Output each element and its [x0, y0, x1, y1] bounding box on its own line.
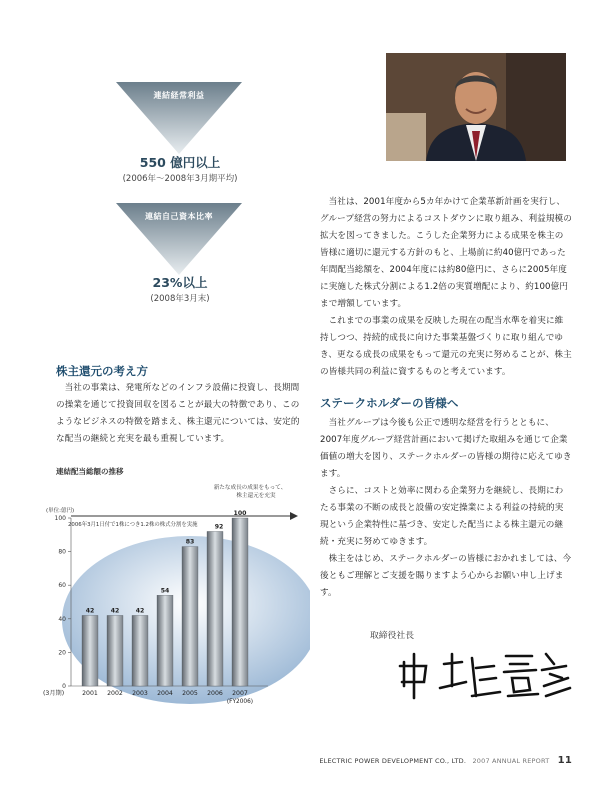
- x-tick-label: 2006: [207, 690, 223, 697]
- annotation-stock-split: 2006年3月1日付で1株につき1.2株の株式分割を実施: [68, 522, 198, 528]
- right-text-block: [320, 194, 572, 602]
- x-tick-label: 2001: [82, 690, 98, 697]
- paragraph: 当社は、2001年度から5カ年かけて企業革新計画を実行し、グループ経営の努力によるコストダウンに取り組み、利益規模の拡大を図ってきました。こうした企業努力による成果を株主の皆様に適切に還元する方針のもと、上場前に約40億円であった年間配当総額を、2004年度には約80億円に、さらに2005年度に実施した株式分割による1.2倍の実質増配により、約100億円まで増額しています。: [320, 197, 572, 309]
- page-footer: [319, 755, 572, 766]
- section-heading-stakeholders: ステークホルダーの皆様へ: [320, 396, 459, 410]
- x-tick-label: 2002: [107, 690, 123, 697]
- paragraph: これまでの事業の成果を反映した現在の配当水準を着実に維持しつつ、持続的成長に向けた事業基盤づくりに取り組んでゆき、更なる成長の成果をもって還元の充実に努めることが、株主の皆様共同の利益に資するものと考えています。: [320, 316, 572, 377]
- paragraph: 当社の事業は、発電所などのインフラ設備に投資し、長期間の操業を通じて投資回収を図ることが最大の特徴であり、このようなビジネスの特徴を踏まえ、株主還元については、安定的な配当の継続と充実を最も重視しています。: [56, 383, 300, 444]
- indicator-label: 連結経常利益: [153, 91, 205, 100]
- x-prefix-label: (3月期): [43, 690, 65, 697]
- annotation-growth-line2: 株主還元を充実: [236, 493, 276, 499]
- chart-title: 連結配当総額の推移: [56, 467, 124, 476]
- president-title: 取締役社長: [370, 631, 414, 641]
- indicator-label: 連結自己資本比率: [145, 212, 213, 221]
- footer-report: 2007 ANNUAL REPORT: [472, 757, 550, 765]
- bar-value-label: 100: [233, 510, 247, 517]
- page-number: 11: [557, 755, 572, 766]
- bar: [157, 595, 173, 686]
- portrait-image: [386, 53, 566, 161]
- y-tick-label: 0: [62, 683, 66, 690]
- y-tick-label: 40: [58, 615, 66, 623]
- indicator-equity-ratio: [116, 203, 242, 275]
- bar: [182, 547, 198, 686]
- signature-image: [396, 648, 572, 700]
- y-tick-label: 80: [58, 548, 66, 556]
- arrow-head: [290, 512, 298, 520]
- x-tick-label: 2005: [182, 690, 198, 697]
- x-tick-label: 2004: [157, 690, 173, 697]
- paragraph: さらに、コストと効率に関わる企業努力を継続し、長期にわたる事業の不断の成長と設備の安定操業による利益の持続的実現という企業特性に基づき、安定した配当による株主還元の継続・充実に努めてゆきます。: [320, 486, 564, 547]
- y-tick-label: 60: [58, 582, 66, 590]
- indicator-ordinary-income: [116, 82, 242, 154]
- president-photo: [386, 53, 566, 161]
- bar-value-label: 42: [135, 607, 145, 615]
- x-tick-label: 2003: [132, 690, 148, 697]
- bar-value-label: 42: [110, 607, 120, 615]
- bar: [232, 518, 248, 686]
- bar-value-label: 54: [160, 587, 170, 595]
- bar-value-label: 42: [85, 607, 95, 615]
- bar: [107, 615, 123, 686]
- indicator-value: 550 億円以上: [139, 155, 221, 170]
- indicator-note: (2008年3月末): [150, 294, 210, 304]
- bar: [207, 531, 223, 686]
- y-tick-label: 20: [58, 649, 66, 657]
- indicator-value: 23%以上: [152, 275, 208, 290]
- bar-value-label: 83: [185, 538, 195, 546]
- x-category-note: (FY2006): [226, 699, 254, 705]
- bar: [132, 615, 148, 686]
- bar-value-label: 92: [214, 523, 224, 531]
- section-heading-shareholder-return: 株主還元の考え方: [56, 364, 148, 378]
- dividend-chart: [40, 478, 310, 724]
- bar: [82, 615, 98, 686]
- x-tick-label: 2007: [232, 690, 248, 697]
- y-tick-label: 100: [54, 515, 66, 522]
- indicator-note: (2006年～2008年3月期平均): [122, 174, 238, 184]
- paragraph: 当社グループは今後も公正で透明な経営を行うとともに、2007年度グループ経営計画において掲げた取組みを通じて企業価値の増大を図り、ステークホルダーの皆様の期待に応えてゆきます。: [320, 418, 572, 479]
- footer-company: ELECTRIC POWER DEVELOPMENT CO., LTD.: [319, 757, 467, 765]
- chart-unit-label: (単位:億円): [46, 508, 75, 514]
- annotation-growth-line1: 新たな成長の成果をもって、: [213, 485, 287, 491]
- paragraph: 株主をはじめ、ステークホルダーの皆様におかれましては、今後ともご理解とご支援を賜りますよう心からお願い申し上げます。: [320, 554, 572, 598]
